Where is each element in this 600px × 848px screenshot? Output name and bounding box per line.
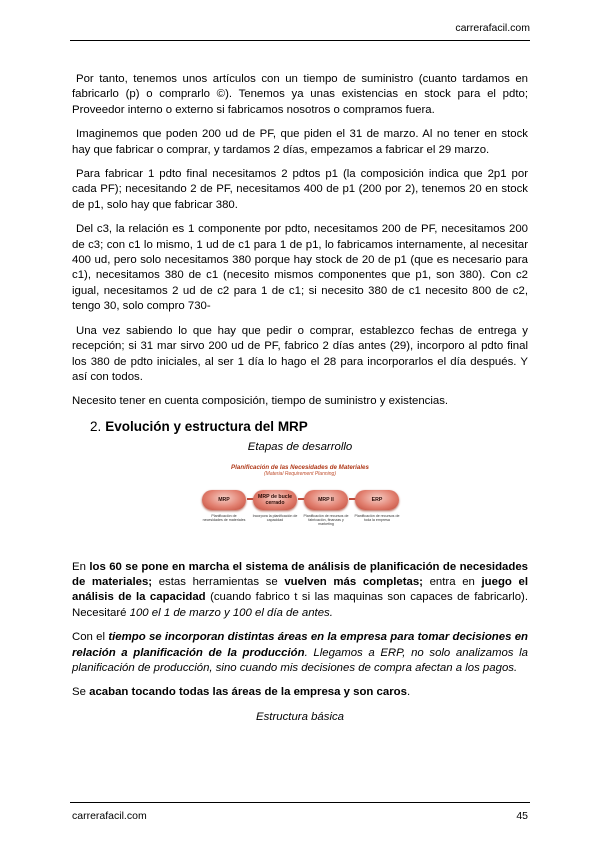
diagram-title: Planificación de las Necesidades de Materiales <box>231 463 369 471</box>
mrp-evolution-diagram <box>200 464 400 548</box>
paragraph-conclusion: Necesito tener en cuenta composición, tiempo de suministro y existencias. <box>72 395 449 408</box>
page-content <box>72 72 528 733</box>
paragraph-suministro: Por tanto, tenemos unos artículos con un tiempo de suministro (cuanto tardamos en fabricarlo (p) o comprarlo ©). Tenemos ya unas existencias en stock para el pdto; Proveedor interno o externo si fabricamos nosotros o compramos fuera. <box>72 73 528 116</box>
section-heading <box>90 419 528 434</box>
diagram-stage-row <box>200 490 400 512</box>
paragraph-anos-60: En los 60 se pone en marcha el sistema de análisis de planificación de necesidades de materiales; estas herramientas se vuelven más completas; entra en juego el análisis de la capacidad (cuando fabrico t si las maquinas son capaces de fabricarlo). Necesitaré 100 el 1 de marzo y 100 el día de antes. <box>72 560 529 619</box>
stage-note: Planificación de recursos de toda la empresa <box>354 513 400 522</box>
stage-note: Incorpora la planificación de capacidad <box>252 513 298 522</box>
page-number: 45 <box>516 810 528 822</box>
footer-divider <box>70 802 530 803</box>
caption-estructura: Estructura básica <box>256 710 344 723</box>
paragraph-ejemplo-pedido: Imaginemos que poden 200 ud de PF, que piden el 31 de marzo. Al no tener en stock hay que fabricar o comprar, y tardamos 2 días, empezamos a fabricar el 29 marzo. <box>72 128 528 156</box>
header-site-name: carrerafacil.com <box>455 22 530 34</box>
header-divider <box>70 40 530 41</box>
stage-note: Planificación de recursos de fabricación, finanzas y marketing <box>303 513 349 527</box>
paragraph-areas-erp: Con el tiempo se incorporan distintas áreas en la empresa para tomar decisiones en relación a planificación de la producción. Llegamos a ERP, no solo analizamos la planificación de producción, sino cuando mis decisiones de compra afectan a los pagos. <box>72 631 529 674</box>
stage-mrp-closed-loop: MRP de bucle cerrado <box>253 490 297 510</box>
stage-note: Planificación de necesidades de materiales <box>202 513 246 522</box>
paragraph-caros: Se acaban tocando todas las áreas de la empresa y son caros. <box>72 686 411 699</box>
stage-erp: ERP <box>355 490 399 510</box>
footer-site-name: carrerafacil.com <box>72 810 147 822</box>
section-title: Evolución y estructura del MRP <box>105 418 308 434</box>
caption-etapas: Etapas de desarrollo <box>247 441 353 454</box>
paragraph-componentes-c: Del c3, la relación es 1 componente por pdto, necesitamos 200 de PF, necesitamos 200 de c3; con c1 lo mismo, 1 ud de c1 para 1 de p1, lo fabricamos internamente, al necesitar 400 ud, pero solo necesitamos 380 porque hay stock de 20 de p1 (que es necesario para c1), necesitamos 380 de c1 (necesito mismos componentes que p1, son 380). Con c2 igual, necesitamos 2 ud de c2 para 1 de c1; si necesito 380 de c1 necesito 800 de c2, tengo 30, solo compro 730- <box>72 223 528 313</box>
section-number: 2. <box>90 418 102 434</box>
stage-mrp: MRP <box>202 490 246 510</box>
paragraph-composicion-p1: Para fabricar 1 pdto final necesitamos 2 pdtos p1 (la composición indica que 2p1 por cada PF); necesitando 2 de PF, necesitamos 400 de p1 (200 por 2), tenemos 20 en stock de p1, solo hay que fabricar 380. <box>72 168 528 211</box>
paragraph-fechas: Una vez sabiendo lo que hay que pedir o comprar, establezco fechas de entrega y recepción; si 31 mar sirvo 200 ud de PF, fabrico 2 días antes (29), incorporo al pdto final los 380 de pdto iniciales, al ser 1 día lo hago el 28 para incorporarlos el día después. Y así con todos. <box>72 324 528 383</box>
stage-mrp-ii: MRP II <box>304 490 348 510</box>
diagram-subtitle: (Material Requirement Planning) <box>264 470 336 477</box>
